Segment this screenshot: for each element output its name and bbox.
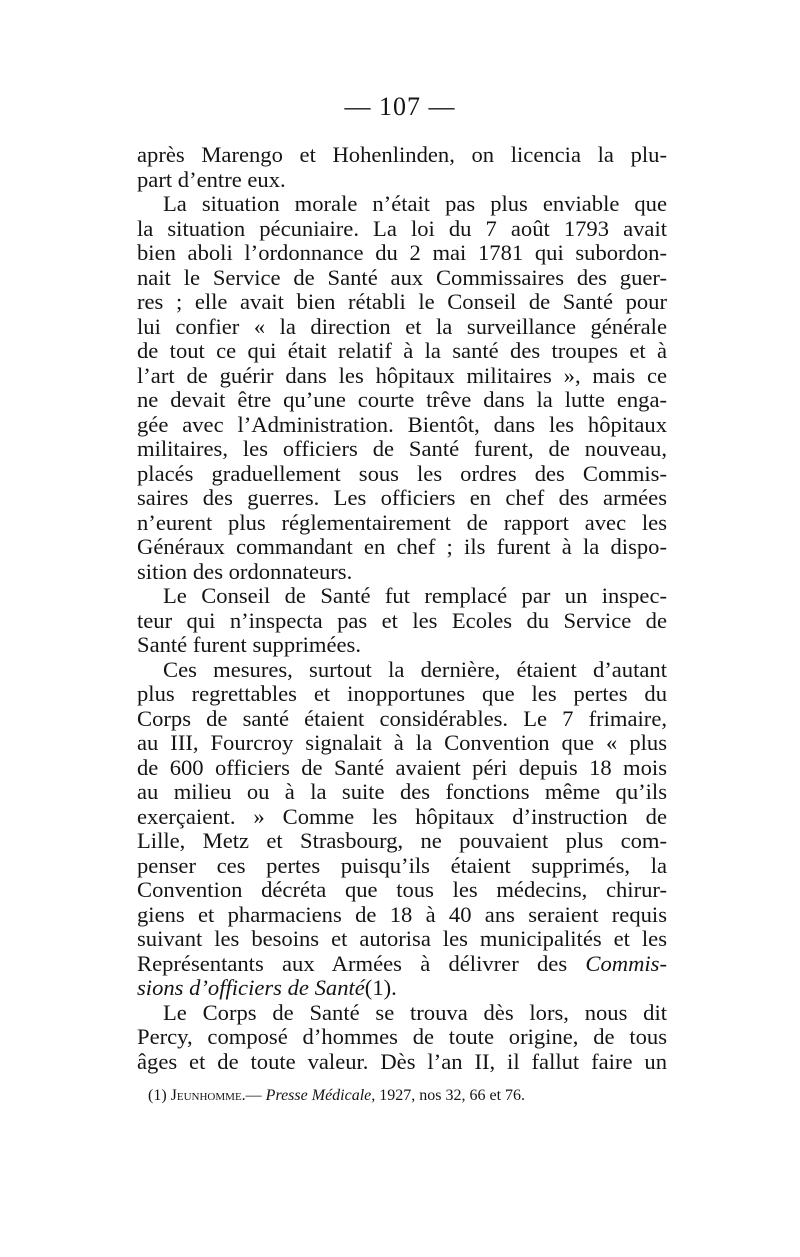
text-line-content: Généraux commandant en chef ; ils furent à la dispo- <box>137 534 667 559</box>
text-line-content: Lille, Metz et Strasbourg, ne pouvaient plus com- <box>137 828 667 853</box>
text-line-content: n’eurent plus réglementairement de rapport avec les <box>137 509 667 535</box>
text-line <box>137 976 667 1001</box>
text-line-content: Percy, composé d’hommes de toute origine, de tous <box>137 1024 667 1049</box>
text-line-content: après Marengo et Hohenlinden, on licencia la plu- <box>137 142 667 167</box>
text-line-content: Corps de santé étaient considérables. Le 7 frimaire, <box>137 705 667 731</box>
text-line <box>137 241 667 266</box>
text-line-content: âges et de toute valeur. Dès l’an II, il fallut faire un <box>137 1048 667 1074</box>
text-line-content: de tout ce qui était relatif à la santé des troupes et à <box>137 338 667 363</box>
text-line-content: saires des guerres. Les officiers en chef des armées <box>137 485 667 510</box>
text-line <box>137 143 667 168</box>
text-line-content: nait le Service de Santé aux Commissaires des guer- <box>137 264 667 290</box>
text-line-content: sition des ordonnateurs. <box>137 558 353 584</box>
text-line-content: Santé furent supprimées. <box>137 632 361 657</box>
text-line-content: part d’entre eux. <box>137 166 286 192</box>
text-line-content: au III, Fourcroy signalait à la Convention que « plus <box>137 730 667 755</box>
text-line <box>137 1025 667 1050</box>
text-line-content: l’art de guérir dans les hôpitaux militaires », mais ce <box>137 362 667 388</box>
text-line-content: lui confier « la direction et la surveillance générale <box>137 313 667 339</box>
text-line-content: la situation pécuniaire. La loi du 7 août 1793 avait <box>137 215 667 241</box>
text-line <box>137 756 667 781</box>
text-line-content: teur qui n’inspecta pas et les Ecoles du Service de <box>137 607 667 633</box>
text-line <box>137 290 667 315</box>
text-line <box>137 511 667 536</box>
footnote-reference: 1927, nos 32, 66 et 76. <box>375 1087 526 1104</box>
text-line <box>137 1050 667 1075</box>
text-line <box>137 462 667 487</box>
page-number: — 107 — <box>344 92 456 121</box>
text-line-content: bien aboli l’ordonnance du 2 mai 1781 qui subordon- <box>137 240 667 265</box>
text-line-content: res ; elle avait bien rétabli le Conseil de Santé pour <box>137 289 667 314</box>
text-line-content: Le Corps de Santé se trouva dès lors, nous dit <box>163 999 667 1025</box>
text-line <box>137 364 667 389</box>
italic-text: sions d’officiers de Santé <box>137 975 365 1000</box>
text-line <box>137 927 667 952</box>
text-line-content: exerçaient. » Comme les hôpitaux d’instruction de <box>137 803 667 829</box>
text-line <box>137 192 667 217</box>
text-line <box>137 168 667 193</box>
text-line-content: La situation morale n’était pas plus enviable que <box>163 191 667 216</box>
text-line <box>137 437 667 462</box>
text-line <box>137 388 667 413</box>
footnote <box>148 1087 618 1105</box>
text-line <box>137 854 667 879</box>
text-line-content: suivant les besoins et autorisa les municipalités et les <box>137 926 667 951</box>
text-line <box>137 829 667 854</box>
text-line-content: militaires, les officiers de Santé furent, de nouveau, <box>137 436 667 461</box>
body-text <box>137 143 667 1074</box>
text-line-content: gée avec l’Administration. Bientôt, dans les hôpitaux <box>137 411 667 437</box>
text-line <box>137 731 667 756</box>
text-line-content: ne devait être qu’une courte trêve dans la lutte enga- <box>137 387 667 412</box>
text-line <box>137 658 667 683</box>
text-line <box>137 805 667 830</box>
footnote-dash: — <box>245 1087 266 1104</box>
text-line <box>137 952 667 977</box>
text-line-content: Ces mesures, surtout la dernière, étaient d’autant <box>163 656 667 682</box>
footnote-marker: (1) <box>148 1087 171 1104</box>
text-line <box>137 903 667 928</box>
text-line <box>137 486 667 511</box>
footnote-reference-mark: (1). <box>364 975 397 1000</box>
text-line-content: Le Conseil de Santé fut remplacé par un inspec- <box>163 583 667 608</box>
text-line <box>137 266 667 291</box>
italic-text: Commis- <box>585 950 667 976</box>
text-line <box>137 682 667 707</box>
text-line-content: placés graduellement sous les ordres des Commis- <box>137 460 667 486</box>
text-line <box>137 707 667 732</box>
text-line <box>137 780 667 805</box>
text-line-content: plus regrettables et inopportunes que les pertes du <box>137 681 667 706</box>
text-line <box>137 315 667 340</box>
footnote-author: Jeunhomme. <box>170 1087 246 1104</box>
text-line-content: giens et pharmaciens de 18 à 40 ans seraient requis <box>137 901 667 927</box>
text-line <box>137 584 667 609</box>
text-line <box>137 1001 667 1026</box>
text-line <box>137 217 667 242</box>
footnote-journal: Presse Médicale, <box>265 1087 376 1104</box>
text-line-content: Convention décréta que tous les médecins, chirur- <box>137 877 667 902</box>
text-line-content: Représentants aux Armées à délivrer des <box>137 950 586 976</box>
text-line <box>137 560 667 585</box>
text-line-content: penser ces pertes puisqu’ils étaient supprimés, la <box>137 852 667 878</box>
text-line <box>137 535 667 560</box>
text-line <box>137 339 667 364</box>
text-line <box>137 633 667 658</box>
text-line <box>137 609 667 634</box>
text-line-content: au milieu ou à la suite des fonctions même qu’ils <box>137 779 667 804</box>
text-line <box>137 413 667 438</box>
text-line-content: de 600 officiers de Santé avaient péri depuis 18 mois <box>137 754 667 780</box>
text-line <box>137 878 667 903</box>
